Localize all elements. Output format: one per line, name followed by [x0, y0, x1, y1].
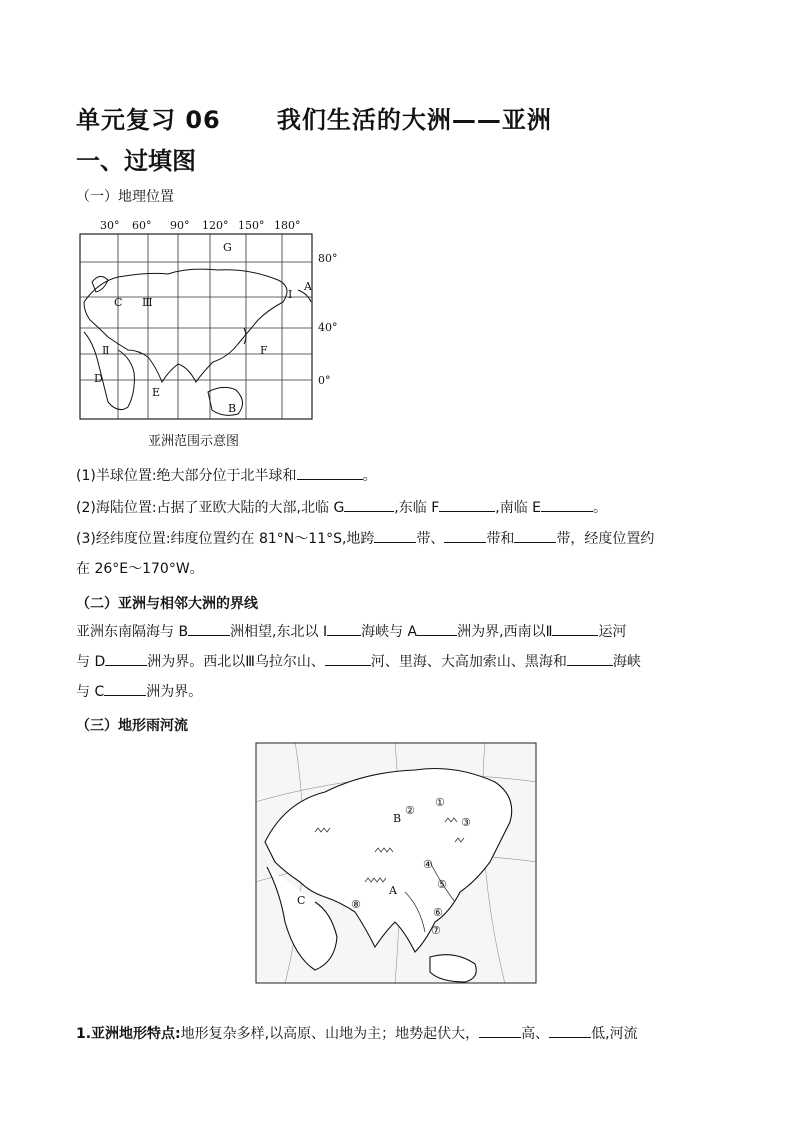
q2-text-c: ,南临 E	[495, 500, 541, 516]
answer-blank[interactable]	[549, 1023, 591, 1038]
lat-label-80: 80°	[318, 252, 338, 265]
terrain-label-1: ①	[435, 796, 445, 809]
subsection-heading-terrain: （三）地形雨河流	[76, 718, 188, 734]
terrain-map-graphic	[255, 742, 537, 984]
b-l1-a: 亚洲东南隔海与 B	[76, 624, 189, 640]
q2-text-b: ,东临 F	[394, 500, 440, 516]
lon-label-90: 90°	[170, 219, 190, 232]
terrain-label-b: B	[393, 812, 402, 825]
lon-label-30: 30°	[100, 219, 120, 232]
terrain-label-8: ⑧	[351, 898, 361, 911]
map-letter-a: A	[304, 280, 312, 293]
b-l1-b: 洲相望,东北以 I	[230, 624, 328, 640]
lon-label-120: 120°	[202, 219, 229, 232]
terrain-label-7: ⑦	[431, 924, 441, 937]
asia-range-map	[78, 214, 348, 424]
map-letter-b: B	[228, 402, 237, 415]
answer-blank[interactable]	[297, 465, 363, 480]
terrain-label-c: C	[297, 894, 306, 907]
lon-label-180: 180°	[274, 219, 301, 232]
b-l2-b: 洲为界。西北以Ⅲ乌拉尔山、	[147, 654, 325, 670]
b-l1-c: 海峡与 A	[361, 624, 418, 640]
q3-text-d: 带，经度位置约	[556, 531, 655, 547]
terrain-q-label: 1.亚洲地形特点:	[76, 1026, 181, 1042]
lon-label-60: 60°	[132, 219, 152, 232]
answer-blank[interactable]	[344, 497, 394, 512]
answer-blank[interactable]	[444, 528, 486, 543]
page-title: 单元复习 06 我们生活的大洲——亚洲	[76, 106, 552, 134]
answer-blank[interactable]	[417, 621, 457, 636]
b-l2-c: 河、里海、大高加索山、黑海和	[370, 654, 567, 670]
map-letter-c: C	[114, 296, 123, 309]
map-letter-d: D	[94, 372, 103, 385]
b-l2-d: 海峡	[612, 654, 641, 670]
answer-blank[interactable]	[479, 1023, 521, 1038]
b-l1-d: 洲为界,西南以Ⅱ	[457, 624, 553, 640]
terrain-q-b: 高、	[521, 1026, 550, 1042]
question-terrain	[76, 1019, 726, 1049]
q2-text-d: 。	[593, 500, 607, 516]
b-l3-a: 与 C	[76, 684, 105, 700]
answer-blank[interactable]	[567, 651, 613, 666]
map-numeral-i: I	[288, 288, 293, 301]
q3-text-e: 在 26°E～170°W。	[76, 561, 204, 577]
answer-blank[interactable]	[188, 621, 230, 636]
q3-text-a: (3)经纬度位置:纬度位置约在 81°N～11°S,地跨	[76, 531, 375, 547]
map-letter-f: F	[260, 344, 268, 357]
terrain-label-2: ②	[405, 804, 415, 817]
answer-blank[interactable]	[541, 497, 593, 512]
terrain-q-c: 低,河流	[591, 1026, 638, 1042]
question-sea-land	[76, 493, 726, 523]
subsection-heading-boundary: （二）亚洲与相邻大洲的界线	[76, 596, 258, 612]
map-numeral-ii: Ⅱ	[102, 344, 110, 357]
map-grid	[78, 232, 318, 422]
lon-label-150: 150°	[238, 219, 265, 232]
b-l2-a: 与 D	[76, 654, 106, 670]
map-letter-e: E	[152, 386, 161, 399]
answer-blank[interactable]	[105, 651, 147, 666]
answer-blank[interactable]	[374, 528, 416, 543]
terrain-q-a: 地形复杂多样,以高原、山地为主；地势起伏大，	[180, 1026, 480, 1042]
answer-blank[interactable]	[514, 528, 556, 543]
terrain-label-6: ⑥	[433, 906, 443, 919]
boundary-paragraph	[76, 617, 726, 707]
terrain-label-4: ④	[423, 858, 433, 871]
map-letter-g: G	[223, 241, 232, 254]
terrain-label-a: A	[389, 884, 397, 897]
subsection-heading-position: （一）地理位置	[76, 189, 174, 205]
asia-terrain-map	[255, 742, 537, 984]
answer-blank[interactable]	[104, 681, 146, 696]
question-lat-lon	[76, 524, 726, 584]
lat-label-0: 0°	[318, 374, 331, 387]
terrain-label-3: ③	[461, 816, 471, 829]
answer-blank[interactable]	[552, 621, 598, 636]
answer-blank[interactable]	[327, 621, 361, 636]
q2-text-a: (2)海陆位置:占据了亚欧大陆的大部,北临 G	[76, 500, 345, 516]
q1-end: 。	[362, 468, 377, 484]
b-l1-e: 运河	[598, 624, 627, 640]
q3-text-c: 带和	[486, 531, 515, 547]
q3-text-b: 带、	[416, 531, 445, 547]
terrain-label-5: ⑤	[437, 878, 447, 891]
answer-blank[interactable]	[439, 497, 495, 512]
map-caption: 亚洲范围示意图	[148, 434, 240, 449]
map-numeral-iii: Ⅲ	[142, 296, 153, 309]
lat-label-40: 40°	[318, 321, 338, 334]
question-hemisphere	[76, 461, 726, 491]
q1-text: (1)半球位置:绝大部分位于北半球和	[76, 468, 297, 484]
answer-blank[interactable]	[325, 651, 371, 666]
section-heading: 一、过填图	[76, 147, 196, 175]
b-l3-b: 洲为界。	[146, 684, 203, 700]
